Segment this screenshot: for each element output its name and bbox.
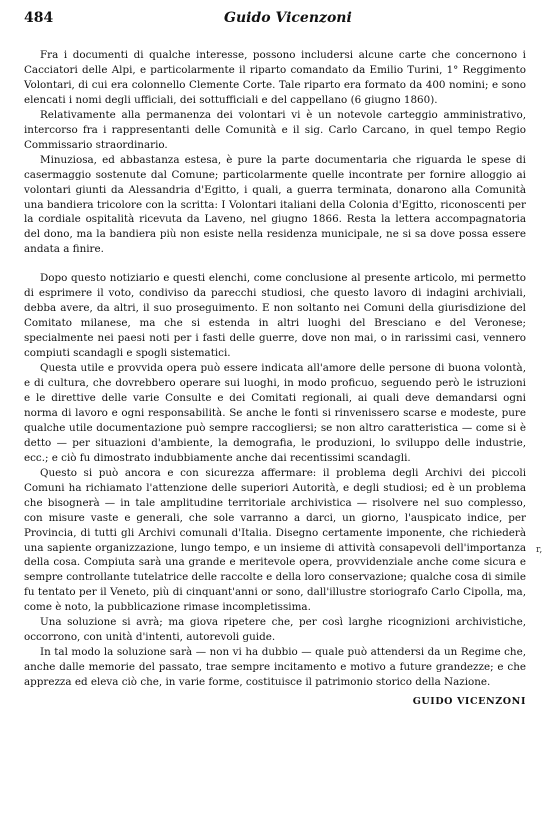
page-number: 484 [24, 10, 54, 26]
author-signature: GUIDO VICENZONI [412, 696, 526, 708]
article-body [24, 48, 526, 707]
page-header [24, 10, 526, 34]
paragraph: Fra i documenti di qualche interesse, possono includersi alcune carte che concernono i Cacciatori delle Alpi, e particolarmente il riparto comandato da Emilio Turini, 1° Reggimento Volontari, di cui era colonnello Clemente Corte. Tale riparto era formato da 400 nomini; e sono elencati i nomi degli ufficiali, dei sottufficiali e del cappellano (6 giugno 1860). [24, 49, 526, 106]
paragraph: Relativamente alla permanenza dei volontari vi è un notevole carteggio amministrativo, intercorso fra i rappresentanti delle Comunità e il sig. Carlo Carcano, in quel tempo Regio Commissario straordinario. [24, 108, 526, 151]
running-head: Guido Vicenzoni [224, 10, 352, 26]
page [24, 10, 526, 707]
section-gap [24, 257, 526, 271]
paragraph: In tal modo la soluzione sarà — non vi ha dubbio — quale può attendersi da un Regime che, anche dalle memorie del passato, trae sempre incitamento e motivo a future grandezze; e che apprezza ed eleva ciò che, in varie forme, costituisce il patrimonio storico della Nazione. [24, 646, 526, 689]
paragraph: Questo si può ancora e con sicurezza affermare: il problema degli Archivi dei piccoli Comuni ha richiamato l'attenzione delle superiori Autorità, e degli studiosi; ed è un problema che bisognerà — in tale amplitudine territoriale archivistica — risolvere nel suo complesso, con misure vaste e generali, che sole varranno a darci, un giorno, l'auspicato indice, per Provincia, di tutti gli Archivi comunali d'Italia. Disegno certamente imponente, che richiederà una sapiente organizzazione, lungo tempo, e un insieme di attività consapevoli dell'importanza della cosa. Compiuta sarà una grande e meritevole opera, provvidenziale anche come sicura e sempre controllante tutelatrice delle raccolte e della loro conservazione; qualche cosa di simile fu tentato per il Veneto, più di cinquant'anni or sono, dall'illustre storiografo Carlo Cipolla, ma, come è noto, la pubblicazione rimase incompletissima. [24, 466, 526, 614]
paragraph: Minuziosa, ed abbastanza estesa, è pure la parte documentaria che riguarda le spese di casermaggio sostenute dal Comune; particolarmente quelle incontrate per fornire alloggio ai volontari giunti da Alessandria d'Egitto, i quali, a guerra terminata, donarono alla Comunità una bandiera tricolore con la scritta: I Volontari italiani della Colonia d'Egitto, riconoscenti per la cordiale ospitalità ricevuta da Laveno, nel giugno 1866. Resta la lettera accompagnatoria del dono, ma la bandiera più non esiste nella residenza municipale, ne si sa dove possa essere andata a finire. [24, 153, 526, 256]
paragraph: Dopo questo notiziario e questi elenchi, come conclusione al presente articolo, mi permetto di esprimere il voto, condiviso da parecchi studiosi, che questo lavoro di indagini archiviali, debba avere, da altri, il suo proseguimento. E non soltanto nei Comuni della giurisdizione del Comitato milanese, ma che si estenda in altri luoghi del Bresciano e del Veronese; specialmente nei paesi noti per i fasti delle guerre, dove non mai, o in rarissimi casi, vennero compiuti scandagli e spogli sistematici. [24, 272, 526, 360]
margin-mark: r, [536, 545, 543, 555]
paragraph: Questa utile e provvida opera può essere indicata all'amore delle persone di buona volontà, e di cultura, che dovrebbero operare sui luoghi, in modo proficuo, seguendo però le istruzioni e le direttive delle varie Consulte e dei Comitati regionali, ai quali deve demandarsi ogni norma di lavoro e ogni responsabilità. Se anche le fonti si rinvenissero scarse e modeste, pure qualche utile documentazione può sempre raccogliersi; se non altro caratteristica — come si è detto — per situazioni d'ambiente, la demografia, le produzioni, lo sviluppo delle industrie, ecc.; e ciò fu dimostrato indubbiamente anche dai recentissimi scandagli. [24, 362, 526, 464]
paragraph: Una soluzione si avrà; ma giova ripetere che, per così larghe ricognizioni archivistiche, occorrono, con unità d'intenti, autorevoli guide. [24, 616, 526, 644]
